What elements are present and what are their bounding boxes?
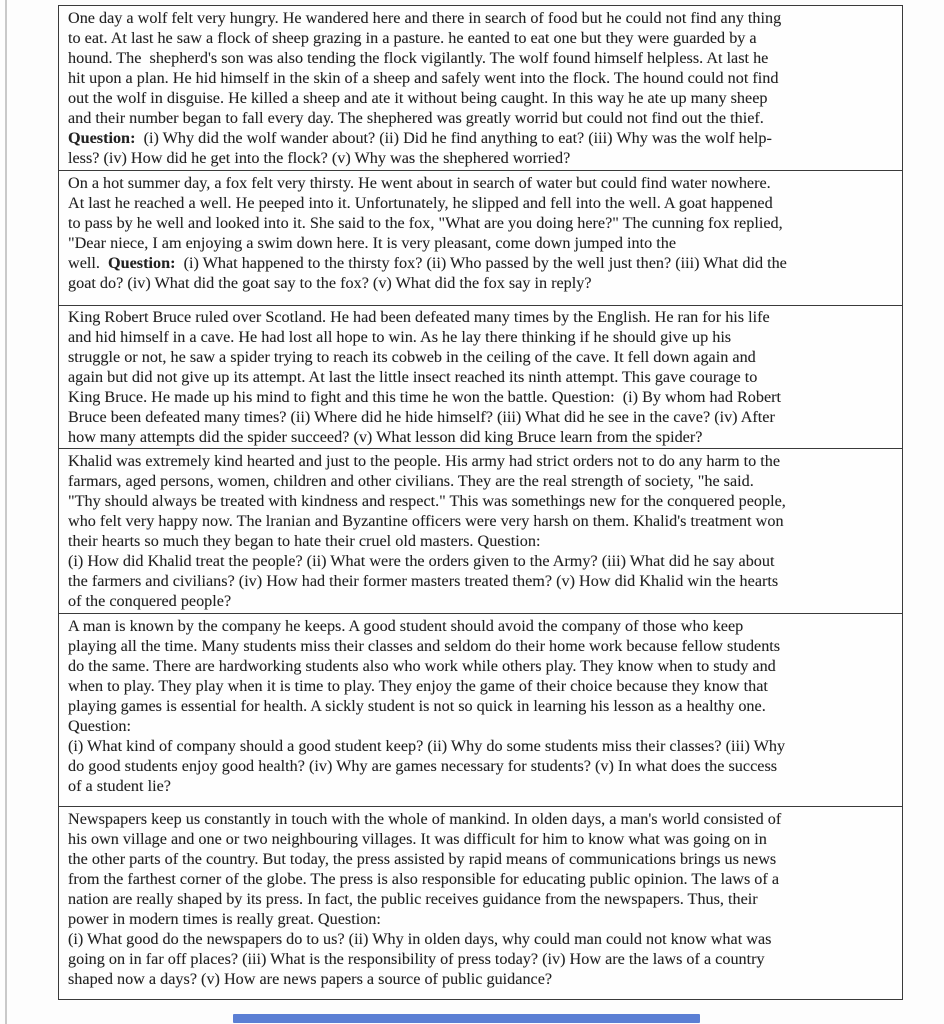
text-segment: who felt very happy now. The lranian and Byzantine officers were very harsh on them. Khalid's treatment won — [68, 512, 784, 530]
question-label: Question: — [68, 129, 136, 147]
text-line — [68, 253, 898, 273]
passage-fox-and-goat — [59, 170, 902, 305]
text-line — [68, 756, 898, 776]
text-segment: One day a wolf felt very hungry. He wandered here and there in search of food but he could not find any thing — [68, 9, 782, 27]
text-segment: well. — [68, 254, 109, 272]
text-line — [68, 213, 898, 233]
text-segment: "Thy should always be treated with kindness and respect." This was somethings new for the conquered people, — [68, 492, 786, 510]
passage-wolf — [59, 6, 902, 170]
text-line — [68, 148, 898, 168]
text-segment: their hearts so much they began to hate their cruel old masters. Question: — [68, 532, 541, 550]
passage-khalid — [59, 448, 902, 613]
text-line — [68, 511, 898, 531]
text-segment: On a hot summer day, a fox felt very thirsty. He went about in search of water but could find water nowhere. — [68, 174, 771, 192]
text-line — [68, 347, 898, 367]
text-line — [68, 676, 898, 696]
text-line — [68, 716, 898, 736]
text-line — [68, 28, 898, 48]
passage-table — [58, 5, 903, 1000]
text-line — [68, 407, 898, 427]
text-segment: from the farthest corner of the globe. The press is also responsible for educating public opinion. The laws of a — [68, 870, 780, 888]
text-line — [68, 233, 898, 253]
text-segment: Question: — [68, 717, 131, 735]
text-line — [68, 367, 898, 387]
scan-edge-line — [5, 0, 7, 1024]
text-segment: King Robert Bruce ruled over Scotland. He had been defeated many times by the English. He ran for his life — [68, 308, 770, 326]
text-segment: Newspapers keep us constantly in touch with the whole of mankind. In olden days, a man's world consisted of — [68, 810, 782, 828]
text-segment: power in modern times is really great. Question: — [68, 910, 381, 928]
text-segment: (i) What happened to the thirsty fox? (ii) Who passed by the well just then? (iii) What did the — [175, 254, 787, 272]
text-line — [68, 696, 898, 716]
text-line — [68, 889, 898, 909]
text-line — [68, 969, 898, 989]
text-line — [68, 571, 898, 591]
text-line — [68, 128, 898, 148]
passage-good-company — [59, 613, 902, 806]
text-segment: (i) How did Khalid treat the people? (ii) What were the orders given to the Army? (iii) What did he say about — [68, 552, 775, 570]
text-line — [68, 48, 898, 68]
text-line — [68, 471, 898, 491]
text-segment: playing all the time. Many students miss their classes and seldom do their home work because fellow students — [68, 637, 781, 655]
text-line — [68, 327, 898, 347]
text-segment: do good students enjoy good health? (iv) Why are games necessary for students? (v) In what does the success — [68, 757, 778, 775]
text-segment: and their number began to fall every day. The shephered was greatly worrid but could not find out the thief. — [68, 109, 764, 127]
text-line — [68, 387, 898, 407]
text-segment: of a student lie? — [68, 777, 171, 795]
text-segment: again but did not give up its attempt. At last the little insect reached its ninth attempt. This gave courage to — [68, 368, 758, 386]
text-segment: At last he reached a well. He peeped into it. Unfortunately, he slipped and fell into the well. A goat happened — [68, 194, 773, 212]
text-line — [68, 656, 898, 676]
text-line — [68, 491, 898, 511]
text-segment: the farmers and civilians? (iv) How had their former masters treated them? (v) How did Khalid win the hearts — [68, 572, 779, 590]
text-segment: when to play. They play when it is time to play. They enjoy the game of their choice because they know that — [68, 677, 768, 695]
text-segment: struggle or not, he saw a spider trying to reach its cobweb in the ceiling of the cave. It fell down again and — [68, 348, 756, 366]
text-line — [68, 929, 898, 949]
text-segment: King Bruce. He made up his mind to fight and this time he won the battle. Question: (i) By whom had Robert — [68, 388, 782, 406]
text-segment: (i) What good do the newspapers do to us? (ii) Why in olden days, why could man could not know what was — [68, 930, 772, 948]
text-line — [68, 531, 898, 551]
text-line — [68, 616, 898, 636]
text-segment: Bruce been defeated many times? (ii) Where did he hide himself? (iii) What did he see in the cave? (iv) After — [68, 408, 775, 426]
text-segment: Khalid was extremely kind hearted and just to the people. His army had strict orders not to do any harm to the — [68, 452, 781, 470]
text-segment: farmars, aged persons, women, children and other civilians. They are the real strength of society, "he said. — [68, 472, 754, 490]
text-line — [68, 591, 898, 611]
text-line — [68, 551, 898, 571]
text-line — [68, 829, 898, 849]
text-segment: A man is known by the company he keeps. A good student should avoid the company of those who keep — [68, 617, 744, 635]
text-segment: and hid himself in a cave. He had lost all hope to win. As he lay there thinking if he should give up his — [68, 328, 732, 346]
passage-newspapers — [59, 806, 902, 999]
text-line — [68, 809, 898, 829]
text-line — [68, 108, 898, 128]
text-line — [68, 949, 898, 969]
text-segment: how many attempts did the spider succeed? (v) What lesson did king Bruce learn from the spider? — [68, 428, 703, 446]
text-segment: hit upon a plan. He hid himself in the skin of a sheep and safely went into the flock. The hound could not find — [68, 69, 779, 87]
text-line — [68, 88, 898, 108]
text-line — [68, 273, 898, 293]
passage-king-bruce — [59, 305, 902, 448]
text-segment: his own village and one or two neighbouring villages. It was difficult for him to know what was going on in — [68, 830, 767, 848]
text-line — [68, 173, 898, 193]
text-segment: (i) Why did the wolf wander about? (ii) Did he find anything to eat? (iii) Why was the wolf help- — [135, 129, 772, 147]
text-segment: do the same. There are hardworking students also who work while others play. They know when to study and — [68, 657, 776, 675]
text-line — [68, 909, 898, 929]
text-line — [68, 8, 898, 28]
text-line — [68, 869, 898, 889]
text-segment: of the conquered people? — [68, 592, 232, 610]
text-line — [68, 736, 898, 756]
text-line — [68, 307, 898, 327]
text-segment: "Dear niece, I am enjoying a swim down here. It is very pleasant, come down jumped into the — [68, 234, 677, 252]
text-line — [68, 849, 898, 869]
text-segment: shaped now a days? (v) How are news papers a source of public guidance? — [68, 970, 553, 988]
text-segment: to pass by he well and looked into it. She said to the fox, "What are you doing here?" The cunning fox replied, — [68, 214, 783, 232]
text-line — [68, 451, 898, 471]
text-line — [68, 636, 898, 656]
text-segment: to eat. At last he saw a flock of sheep grazing in a pasture. he eanted to eat one but they were guarded by a — [68, 29, 757, 47]
text-line — [68, 68, 898, 88]
text-segment: nation are really shaped by its press. In fact, the public receives guidance from the newspapers. Thus, their — [68, 890, 758, 908]
text-segment: playing games is essential for health. A sickly student is not so quick in learning his lesson as a healthy one. — [68, 697, 766, 715]
text-line — [68, 776, 898, 796]
text-segment: going on in far off places? (iii) What is the responsibility of press today? (iv) How are the laws of a country — [68, 950, 765, 968]
text-line — [68, 193, 898, 213]
text-segment: (i) What kind of company should a good student keep? (ii) Why do some students miss their classes? (iii) Why — [68, 737, 786, 755]
text-segment: goat do? (iv) What did the goat say to the fox? (v) What did the fox say in reply? — [68, 274, 592, 292]
text-line — [68, 427, 898, 447]
question-label: Question: — [108, 254, 176, 272]
text-segment: out the wolf in disguise. He killed a sheep and ate it without being caught. In this way he ate up many sheep — [68, 89, 768, 107]
text-segment: hound. The shepherd's son was also tending the flock vigilantly. The wolf found himself helpless. At last he — [68, 49, 769, 67]
text-segment: less? (iv) How did he get into the flock? (v) Why was the shephered worried? — [68, 149, 571, 167]
bottom-accent-bar — [233, 1014, 700, 1023]
text-segment: the other parts of the country. But today, the press assisted by rapid means of communications brings us news — [68, 850, 777, 868]
